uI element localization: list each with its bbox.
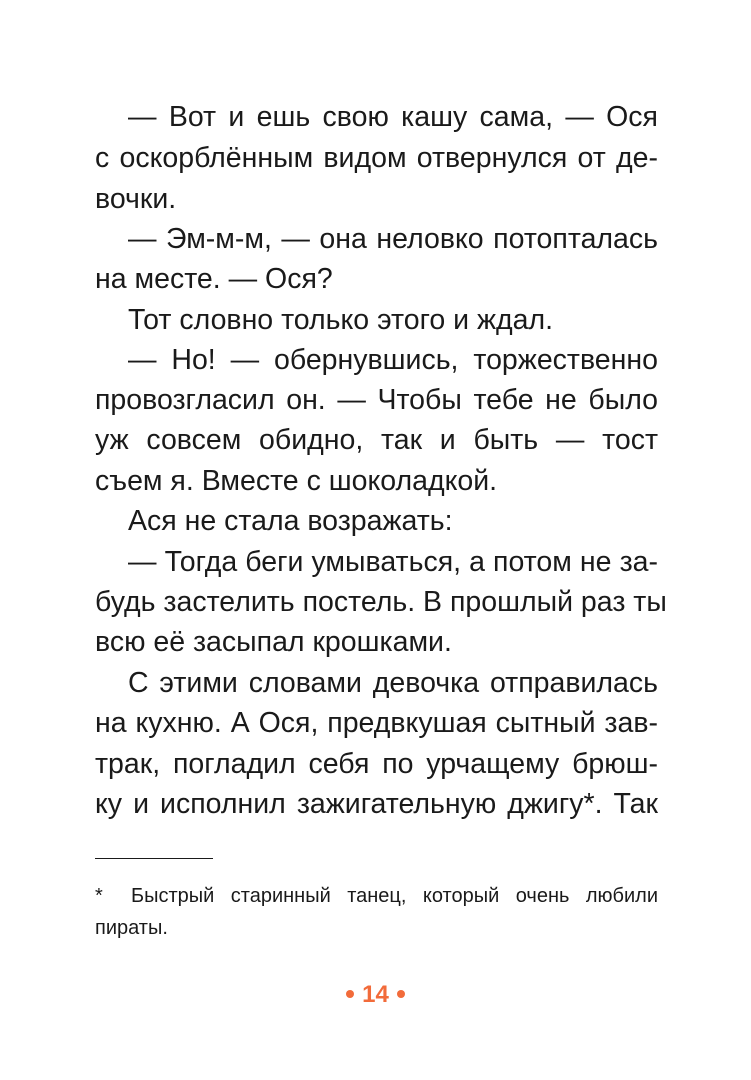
text-line-11: Ася не стала возражать:: [128, 505, 453, 537]
text-line-7: — Но! — обернувшись, торжественно: [128, 344, 658, 376]
text-line-9: уж совсем обидно, так и быть — тост: [95, 424, 658, 456]
text-line-5: на месте. — Ося?: [95, 263, 333, 295]
text-line-8: провозгласил он. — Чтобы тебе не было: [95, 384, 658, 416]
text-line-14: всю её засыпал крошками.: [95, 626, 452, 658]
text-line-10: съем я. Вместе с шоколадкой.: [95, 465, 498, 497]
text-line-13: будь застелить постель. В прошлый раз ты: [95, 586, 667, 618]
text-line-12: — Тогда беги умываться, а потом не за-: [128, 546, 658, 578]
text-line-4: — Эм-м-м, — она неловко потопталась: [128, 223, 658, 255]
text-line-15: С этими словами девочка отправилась: [128, 667, 658, 699]
page-number-value: 14: [362, 981, 389, 1008]
text-line-3: вочки.: [95, 183, 177, 215]
text-line-17: трак, погладил себя по урчащему брюш-: [95, 748, 658, 780]
page-number-dot-left: [346, 990, 354, 998]
footnote-line-2: пираты.: [95, 917, 168, 939]
page-number-dot-right: [397, 990, 405, 998]
page-number: [0, 975, 751, 1015]
footnote-line-1: Быстрый старинный танец, который очень любили: [131, 885, 658, 907]
text-line-2: с оскорблённым видом отвернулся от де-: [95, 142, 658, 174]
text-line-18: ку и исполнил зажигательную джигу*. Так: [95, 788, 658, 820]
text-line-16: на кухню. А Ося, предвкушая сытный зав-: [95, 707, 658, 739]
text-line-6: Тот словно только этого и ждал.: [128, 304, 554, 336]
footnote-mark: *: [95, 885, 103, 907]
footnote-divider: [95, 858, 213, 859]
text-line-1: — Вот и ешь свою кашу сама, — Ося: [128, 101, 658, 133]
